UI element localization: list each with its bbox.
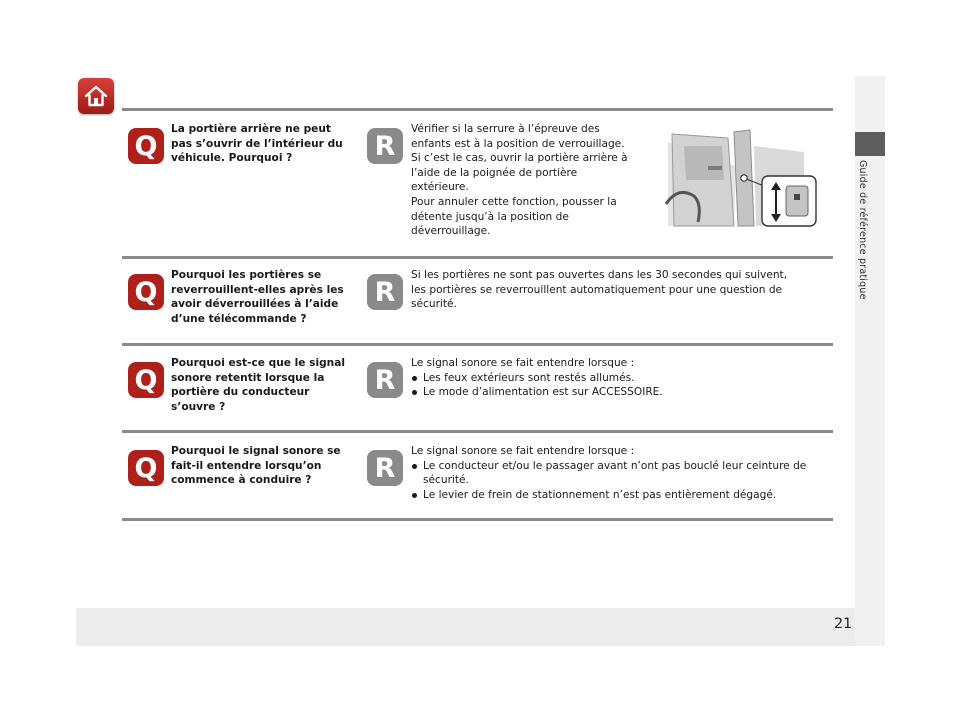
answer-line: Vérifier si la serrure à l’épreuve des <box>411 123 600 135</box>
answer-line: sécurité. <box>411 298 457 311</box>
answer-bullet-list <box>411 459 831 503</box>
footer-band <box>76 608 856 646</box>
answer-badge: R <box>367 362 403 398</box>
answer-bullet: Le levier de frein de stationnement n’est pas entièrement dégagé. <box>411 488 831 503</box>
home-icon <box>83 83 109 109</box>
faq-divider <box>122 430 833 433</box>
answer-line: les portières se reverrouillent automatiquement pour une question de <box>411 283 783 296</box>
answer-intro: Le signal sonore se fait entendre lorsque : <box>411 445 635 457</box>
answer-line: Si les portières ne sont pas ouvertes dans les 30 secondes qui suivent, <box>411 269 788 281</box>
answer-badge: R <box>367 450 403 486</box>
section-label: Guide de référence pratique <box>857 160 868 300</box>
answer-line: Pour annuler cette fonction, pousser la <box>411 195 617 208</box>
rear-door-child-lock-illustration <box>664 126 818 230</box>
question-badge: Q <box>128 274 164 310</box>
faq-divider <box>122 343 833 346</box>
faq-question: Pourquoi est-ce que le signal sonore retentit lorsque la portière du conducteur s’ouvre ? <box>171 357 345 413</box>
faq-question: Pourquoi le signal sonore se fait-il entendre lorsqu’on commence à conduire ? <box>171 445 341 487</box>
question-badge: Q <box>128 362 164 398</box>
faq-divider <box>122 108 833 111</box>
faq-question: Pourquoi les portières se reverrouillent-elles après les avoir déverrouillées à l’aide d’une télécommande ? <box>171 269 344 325</box>
faq-answer <box>411 356 831 400</box>
answer-bullet-list <box>411 371 831 400</box>
answer-bullet: Le conducteur et/ou le passager avant n’ont pas bouclé leur ceinture de sécurité. <box>411 459 831 488</box>
answer-line: détente jusqu’à la position de <box>411 210 569 223</box>
faq-answer <box>411 122 651 239</box>
faq-divider <box>122 518 833 521</box>
faq-answer <box>411 444 831 502</box>
question-badge: Q <box>128 450 164 486</box>
faq-question: La portière arrière ne peut pas s’ouvrir de l’intérieur du véhicule. Pourquoi ? <box>171 123 343 165</box>
faq-answer <box>411 268 831 312</box>
page-number: 21 <box>834 616 852 632</box>
answer-line: l’aide de la poignée de portière <box>411 166 578 179</box>
answer-line: Si c’est le cas, ouvrir la portière arrière à <box>411 152 628 165</box>
question-badge: Q <box>128 128 164 164</box>
answer-badge: R <box>367 274 403 310</box>
answer-line: extérieure. <box>411 181 469 194</box>
answer-line: déverrouillage. <box>411 225 491 238</box>
answer-badge: R <box>367 128 403 164</box>
home-button[interactable] <box>78 78 114 114</box>
faq-divider <box>122 256 833 259</box>
answer-bullet: Le mode d’alimentation est sur ACCESSOIRE. <box>411 385 831 400</box>
answer-bullet: Les feux extérieurs sont restés allumés. <box>411 371 831 386</box>
section-tab[interactable] <box>855 132 885 156</box>
answer-intro: Le signal sonore se fait entendre lorsque : <box>411 357 635 369</box>
answer-line: enfants est à la position de verrouillage. <box>411 137 625 150</box>
